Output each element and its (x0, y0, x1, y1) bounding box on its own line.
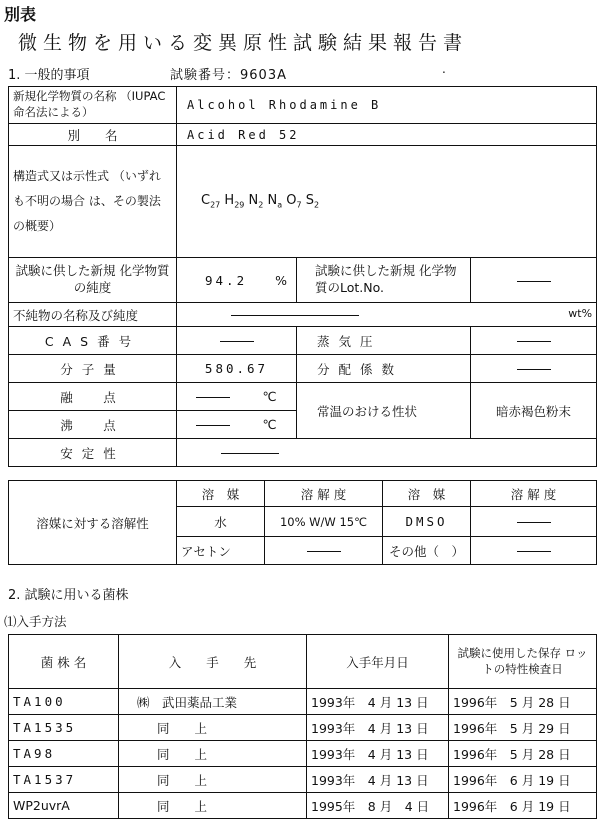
lot-label: 試験に供した新規 化学物質のLot.No. (297, 258, 471, 303)
water-solubility: 10% W/W 15℃ (265, 507, 383, 537)
strain-date: 1995年 8 月 4 日 (307, 793, 449, 819)
formula-n-sub: 2 (258, 200, 264, 210)
chemical-formula (177, 146, 597, 258)
solubility-header-2: 溶 解 度 (471, 481, 597, 507)
strain-name: WP2uvrA (9, 793, 119, 819)
strain-check: 1996年 6 月 19 日 (449, 793, 597, 819)
acetone-solubility (265, 537, 383, 565)
solubility-header-1: 溶 解 度 (265, 481, 383, 507)
strain-source: 同 上 (119, 715, 307, 741)
table-row (9, 715, 597, 741)
strain-source: ㈱ 武田薬品工業 (119, 689, 307, 715)
formula-na: N (267, 193, 278, 209)
lot-dash (517, 281, 551, 282)
other-solubility (471, 537, 597, 565)
cas-value (177, 327, 297, 355)
purity-value: 94.2 (205, 272, 248, 288)
strain-date: 1993年 4 月 13 日 (307, 715, 449, 741)
mp-value (177, 383, 297, 411)
formula-s-sub: 2 (314, 200, 320, 210)
check-header: 試験に使用した保存 ロットの特性検査日 (449, 635, 597, 689)
formula-na-sub: a (277, 200, 283, 210)
dmso-solubility (471, 507, 597, 537)
strain-table (8, 634, 597, 819)
formula-s: S (305, 193, 314, 209)
mw-label: 分子量 (9, 355, 177, 383)
purity-label: 試験に供した新規 化学物質の純度 (9, 258, 177, 303)
purity-unit: % (275, 272, 287, 288)
impurity-label: 不純物の名称及び純度 (9, 303, 177, 327)
partition-value (471, 355, 597, 383)
solvent-header-1: 溶 媒 (177, 481, 265, 507)
solvent-dmso: DMSO (383, 507, 471, 537)
vapor-dash (517, 341, 551, 342)
solvent-acetone: アセトン (177, 537, 265, 565)
stray-dot: . (442, 62, 446, 76)
appendix-label: 別表 (4, 5, 37, 24)
stability-value (177, 439, 597, 467)
bp-unit: ℃ (262, 417, 277, 432)
structure-label: 構造式又は示性式 （いずれも不明の場合 は、その製法の概要） (9, 146, 177, 258)
strain-date: 1993年 4 月 13 日 (307, 689, 449, 715)
partition-dash (517, 369, 551, 370)
table-row (9, 793, 597, 819)
formula-h: H (224, 193, 235, 209)
dmso-dash (517, 522, 551, 523)
mp-dash (196, 397, 230, 398)
name-label: 新規化学物質の名称 （IUPAC命名法による） (9, 87, 177, 124)
cas-label: CAS番号 (9, 327, 177, 355)
strain-check: 1996年 5 月 28 日 (449, 741, 597, 767)
vapor-label: 蒸気圧 (297, 327, 471, 355)
formula-o-sub: 7 (296, 200, 302, 210)
document-title: 微生物を用いる変異原性試験結果報告書 (18, 32, 469, 54)
strain-check: 1996年 5 月 28 日 (449, 689, 597, 715)
strain-name: TA1535 (9, 715, 119, 741)
solvent-other: その他（ ） (383, 537, 471, 565)
strain-name: TA1537 (9, 767, 119, 793)
solubility-table (8, 480, 597, 565)
stability-label: 安定性 (9, 439, 177, 467)
strain-date: 1993年 4 月 13 日 (307, 767, 449, 793)
formula-c-sub: 27 (210, 200, 221, 210)
test-number: 試験番号：9603A (170, 68, 287, 83)
section2-heading: 2. 試験に用いる菌株 (8, 588, 129, 603)
source-header: 入 手 先 (119, 635, 307, 689)
bp-dash (196, 425, 230, 426)
strain-check: 1996年 6 月 19 日 (449, 767, 597, 793)
formula-o: O (286, 193, 297, 209)
mp-label: 融 点 (9, 383, 177, 411)
formula-c: C (201, 193, 211, 209)
alias-value: Acid Red 52 (177, 124, 597, 146)
section1-heading: 1. 一般的事項 (8, 68, 90, 83)
bp-value (177, 411, 297, 439)
strain-date: 1993年 4 月 13 日 (307, 741, 449, 767)
mp-unit: ℃ (262, 389, 277, 404)
alias-label: 別 名 (9, 124, 177, 146)
bp-label: 沸 点 (9, 411, 177, 439)
partition-label: 分配係数 (297, 355, 471, 383)
lot-value (471, 258, 597, 303)
strain-header: 菌 株 名 (9, 635, 119, 689)
strain-name: TA98 (9, 741, 119, 767)
table-row (9, 767, 597, 793)
other-dash (517, 551, 551, 552)
strain-source: 同 上 (119, 793, 307, 819)
solvent-header-2: 溶 媒 (383, 481, 471, 507)
impurity-dash (231, 315, 359, 316)
general-info-table (8, 86, 597, 467)
solubility-label: 溶媒に対する溶解性 (9, 481, 177, 565)
cas-dash (220, 341, 254, 342)
strain-source: 同 上 (119, 767, 307, 793)
strain-name: TA100 (9, 689, 119, 715)
vapor-value (471, 327, 597, 355)
stability-dash (221, 453, 279, 454)
acquisition-heading: ⑴入手方法 (4, 614, 67, 629)
purity-cell (177, 258, 297, 303)
formula-h-sub: 29 (234, 200, 245, 210)
table-row (9, 741, 597, 767)
impurity-cell (177, 303, 597, 327)
name-value: Alcohol Rhodamine B (177, 87, 597, 124)
state-label: 常温のおける性状 (297, 383, 471, 439)
impurity-unit: wt% (568, 307, 593, 320)
strain-check: 1996年 5 月 29 日 (449, 715, 597, 741)
solvent-water: 水 (177, 507, 265, 537)
strain-source: 同 上 (119, 741, 307, 767)
date-header: 入手年月日 (307, 635, 449, 689)
state-value: 暗赤褐色粉末 (471, 383, 597, 439)
mw-value: 580.67 (177, 355, 297, 383)
table-row (9, 689, 597, 715)
formula-n: N (248, 193, 259, 209)
acetone-dash (307, 551, 341, 552)
